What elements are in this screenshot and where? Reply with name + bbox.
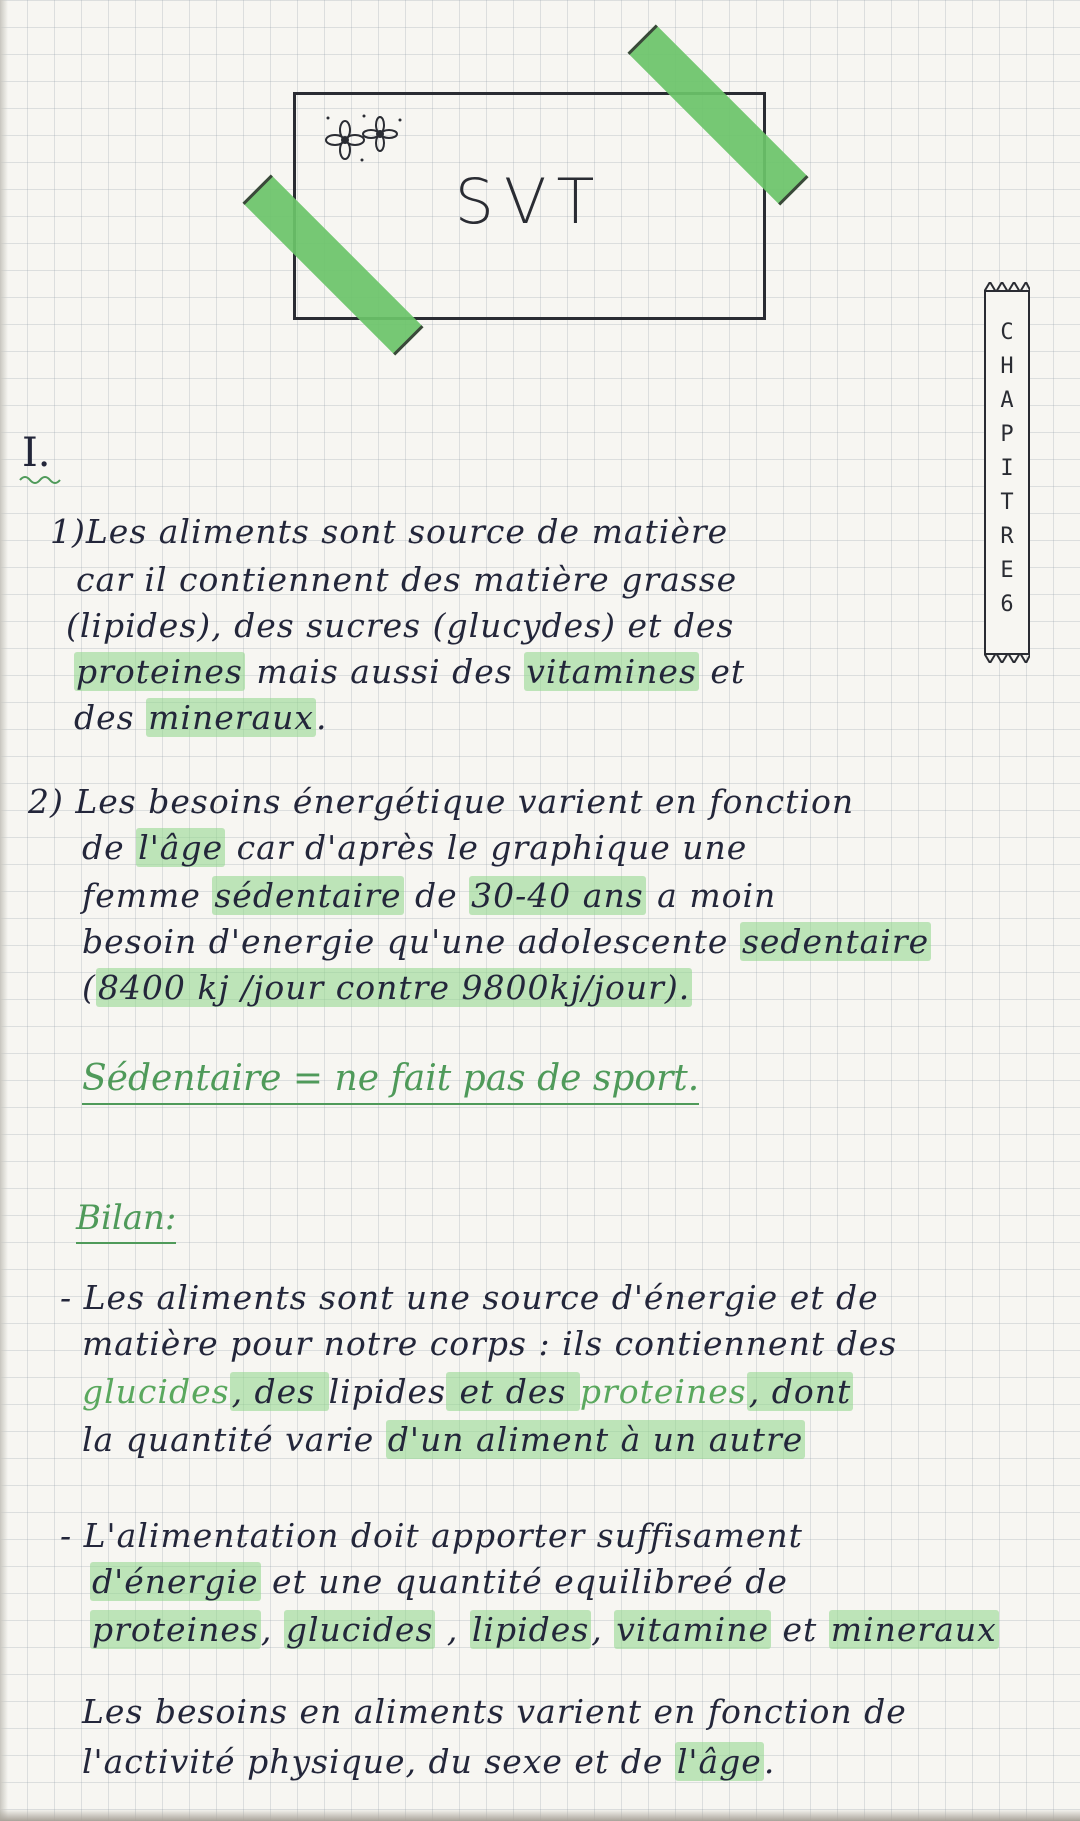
text-segment: et bbox=[698, 652, 746, 691]
text-line bbox=[82, 828, 747, 867]
text-segment: et une quantité equilibreé de bbox=[260, 1562, 788, 1601]
text-line bbox=[74, 652, 745, 691]
text-segment: femme bbox=[82, 876, 213, 915]
text-line bbox=[90, 1562, 788, 1601]
chapter-letter: T bbox=[1000, 490, 1014, 515]
text-line bbox=[82, 968, 692, 1007]
text-segment: - L'alimentation doit apporter suffisament bbox=[60, 1516, 803, 1555]
highlighted-term: glucides bbox=[285, 1610, 434, 1649]
text-line bbox=[74, 698, 328, 737]
text-segment: de bbox=[403, 876, 470, 915]
highlighted-term: l'âge bbox=[138, 828, 224, 867]
chapter-letter: P bbox=[1000, 422, 1014, 447]
text-segment: des bbox=[74, 698, 147, 737]
definition-sedentaire: Sédentaire = ne fait pas de sport. bbox=[82, 1058, 699, 1105]
text-segment: Les besoins en aliments varient en fonction de bbox=[82, 1692, 907, 1731]
text-segment: , bbox=[260, 1610, 284, 1649]
chapter-letter: C bbox=[1000, 320, 1014, 345]
text-segment: 1)Les aliments sont source de matière bbox=[50, 512, 729, 551]
highlighted-term: mineraux bbox=[148, 698, 315, 737]
text-line bbox=[82, 1324, 897, 1363]
text-segment: besoin d'energie qu'une adolescente bbox=[82, 922, 740, 961]
page-shadow-bottom bbox=[0, 1809, 1080, 1821]
highlighted-term: vitamine bbox=[616, 1610, 770, 1649]
chapter-letter: R bbox=[1000, 524, 1014, 549]
chapter-letter: H bbox=[1000, 354, 1014, 379]
text-line bbox=[66, 606, 734, 645]
chapter-letters bbox=[986, 316, 1028, 622]
highlighted-term: l'âge bbox=[676, 1742, 762, 1781]
text-line bbox=[90, 1610, 999, 1649]
text-segment: la quantité varie bbox=[82, 1420, 386, 1459]
text-line bbox=[60, 1516, 803, 1555]
zigzag-top-decoration bbox=[984, 282, 1030, 292]
text-segment: - Les aliments sont une source d'énergie et de bbox=[60, 1278, 879, 1317]
text-segment: , bbox=[591, 1610, 615, 1649]
text-segment: et bbox=[771, 1610, 829, 1649]
text-segment: . bbox=[763, 1742, 776, 1781]
text-segment: matière pour notre corps : ils contiennent des bbox=[82, 1324, 898, 1363]
text-segment: ( bbox=[82, 968, 96, 1007]
chapter-letter: A bbox=[1000, 388, 1014, 413]
text-line bbox=[82, 876, 776, 915]
highlighted-term: proteines bbox=[92, 1610, 259, 1649]
highlighted-term: sedentaire bbox=[741, 922, 930, 961]
page-title: SVT bbox=[454, 165, 605, 238]
bilan-heading: Bilan: bbox=[76, 1198, 176, 1244]
highlighted-term: , des bbox=[231, 1372, 327, 1411]
highlighted-term: lipides bbox=[471, 1610, 590, 1649]
wavy-underline-decoration bbox=[18, 472, 68, 484]
highlighted-term: 8400 kj /jour contre 9800kj/jour). bbox=[97, 968, 691, 1007]
text-line bbox=[82, 1692, 907, 1731]
highlighted-term: proteines bbox=[76, 652, 243, 691]
text-segment: de bbox=[82, 828, 137, 867]
flower-doodle-icon bbox=[320, 110, 420, 170]
text-segment: . bbox=[316, 698, 328, 737]
text-line bbox=[50, 512, 728, 551]
green-term: glucides bbox=[82, 1372, 230, 1411]
highlighted-term: vitamines bbox=[526, 652, 697, 691]
chapter-tab bbox=[984, 290, 1030, 655]
highlighted-term: d'énergie bbox=[92, 1562, 259, 1601]
chapter-letter: I bbox=[1000, 456, 1014, 481]
highlighted-term: 30-40 ans bbox=[471, 876, 644, 915]
text-segment: (lipides), des sucres (glucydes) et des bbox=[66, 606, 735, 645]
highlighted-term: , dont bbox=[748, 1372, 852, 1411]
text-line bbox=[82, 1420, 805, 1459]
text-line bbox=[82, 1742, 775, 1781]
text-line bbox=[82, 922, 931, 961]
zigzag-bottom-decoration bbox=[984, 653, 1030, 663]
highlighted-term: sédentaire bbox=[214, 876, 402, 915]
text-segment: a moin bbox=[645, 876, 777, 915]
text-segment: mais aussi des bbox=[244, 652, 525, 691]
text-segment: lipides bbox=[328, 1372, 447, 1411]
green-term: proteines bbox=[579, 1372, 747, 1411]
highlighted-term: d'un aliment à un autre bbox=[387, 1420, 804, 1459]
chapter-letter: 6 bbox=[1000, 592, 1014, 617]
text-segment: car d'après le graphique une bbox=[225, 828, 748, 867]
highlighted-term: mineraux bbox=[830, 1610, 997, 1649]
page-shadow-left bbox=[0, 0, 8, 1821]
chapter-letter: E bbox=[1000, 558, 1014, 583]
section-number: I. bbox=[22, 430, 51, 476]
text-line bbox=[82, 1372, 853, 1411]
text-segment: l'activité physique, du sexe et de bbox=[82, 1742, 675, 1781]
text-line bbox=[28, 782, 854, 821]
text-line bbox=[76, 560, 737, 599]
text-segment: 2) Les besoins énergétique varient en fonction bbox=[28, 782, 855, 821]
text-segment: , bbox=[435, 1610, 470, 1649]
highlighted-term: et des bbox=[448, 1372, 578, 1411]
text-line bbox=[60, 1278, 879, 1317]
text-segment: car il contiennent des matière grasse bbox=[76, 560, 738, 599]
